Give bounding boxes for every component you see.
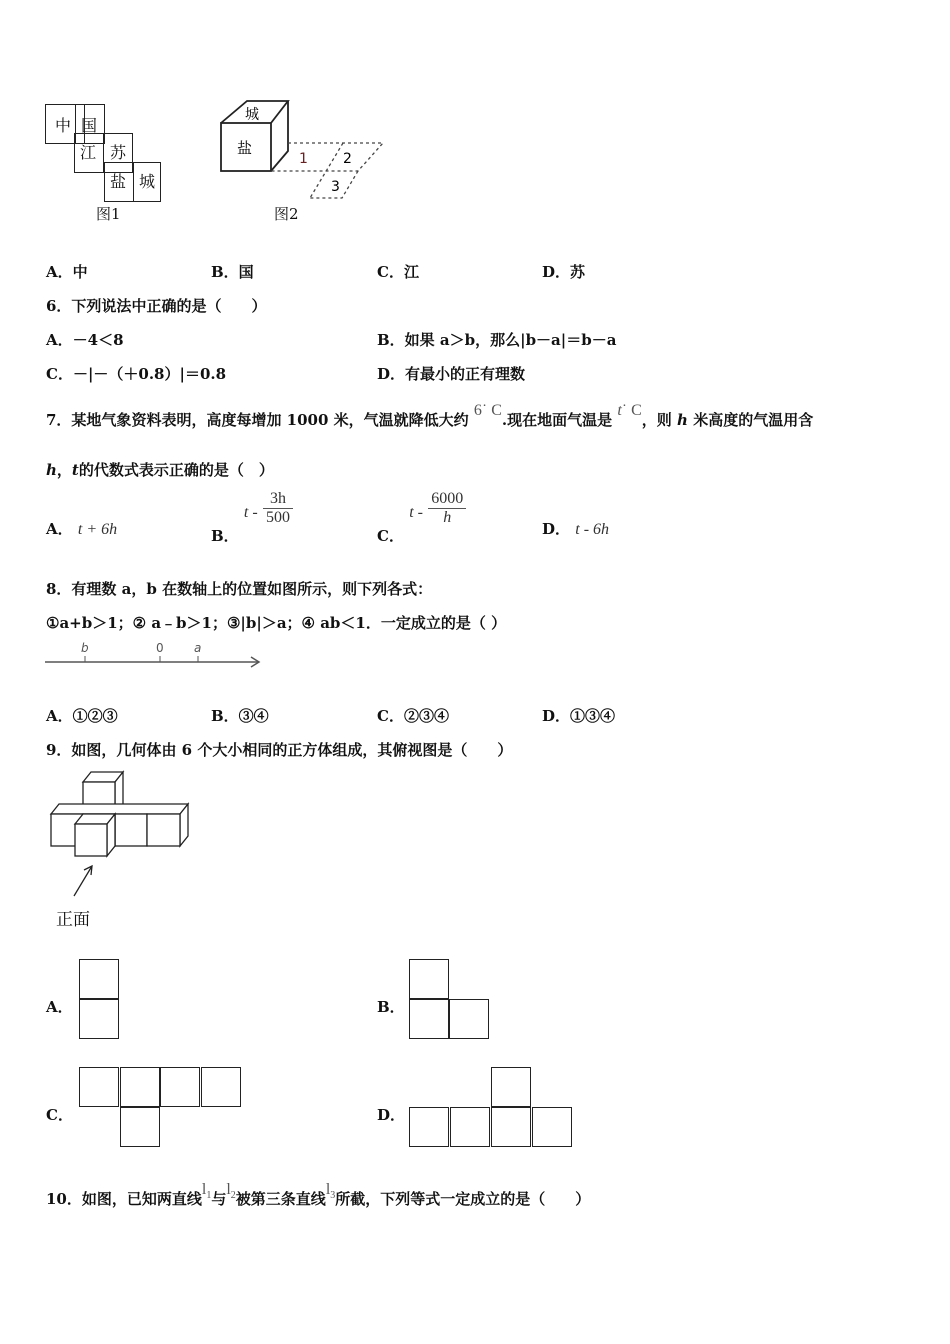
number-line — [45, 640, 265, 670]
axis-label-b: b — [81, 641, 89, 655]
stem-text: 与 — [211, 1190, 227, 1208]
line-l1 — [201, 1181, 212, 1202]
option-a[interactable]: A．中 — [46, 263, 88, 281]
net-cell: 中 — [55, 116, 72, 135]
region-label: 1 — [299, 151, 308, 167]
option-b[interactable]: B．国 — [211, 263, 254, 281]
option-b-label[interactable]: B． — [377, 998, 405, 1016]
option-expr: t - 6h — [575, 521, 610, 538]
option-d[interactable] — [542, 518, 609, 539]
option-d[interactable]: D．①③④ — [542, 707, 616, 725]
question-8-conditions: ①a+b＞1；② a﹣b＞1；③|b|＞a；④ ab＜1．一定成立的是（ ） — [46, 614, 507, 632]
temp-t: t˙ C — [617, 402, 642, 419]
option-c[interactable]: C．江 — [377, 263, 419, 281]
net-cell: 苏 — [110, 143, 127, 162]
temp-6: 6˙ C — [473, 402, 502, 419]
stem-text: 10．如图，已知两直线 — [46, 1190, 202, 1208]
line-symbol: l — [325, 1181, 331, 1198]
line-l3 — [325, 1181, 336, 1202]
option-d-label[interactable]: D． — [377, 1106, 406, 1124]
question-10-stem — [46, 1181, 591, 1211]
stem-text: ，则 — [641, 411, 672, 429]
option-a[interactable] — [46, 518, 117, 539]
option-b[interactable]: B．如果 a＞b，那么|b－a|＝b－a — [377, 331, 617, 349]
stem-text: 被第三条直线 — [235, 1190, 326, 1208]
option-b[interactable] — [211, 490, 293, 545]
option-d[interactable]: D．苏 — [542, 263, 586, 281]
net-cell: 江 — [80, 143, 97, 162]
question-6-stem: 6．下列说法中正确的是（ ） — [46, 297, 267, 315]
question-7-stem — [46, 402, 814, 430]
temp-value: 6 — [473, 402, 482, 419]
option-a[interactable]: A．①②③ — [46, 707, 118, 725]
var-h: h — [677, 411, 688, 429]
stem-text: 的代数式表示正确的是（ ） — [78, 461, 274, 479]
figure-2-caption: 图2 — [274, 205, 299, 223]
axis-label-a: a — [194, 641, 202, 655]
option-d[interactable]: D．有最小的正有理数 — [377, 365, 526, 383]
option-label: B． — [211, 526, 239, 545]
option-b[interactable]: B．③④ — [211, 707, 269, 725]
temp-unit: C — [631, 402, 642, 419]
line-subscript: 2 — [230, 1190, 236, 1202]
option-a-label[interactable]: A． — [46, 998, 73, 1016]
fraction — [263, 490, 293, 527]
line-l2 — [226, 1181, 236, 1202]
front-label: 正面 — [56, 910, 90, 930]
separator: ， — [56, 461, 72, 479]
option-c-label[interactable]: C． — [46, 1106, 73, 1124]
figure-1-caption: 图1 — [96, 205, 121, 223]
cube-top-label: 城 — [245, 107, 259, 123]
temp-unit: C — [491, 402, 502, 419]
option-prefix: t - — [243, 503, 258, 521]
option-expr: t + 6h — [77, 521, 118, 538]
region-label: 3 — [331, 179, 340, 195]
line-symbol: l — [226, 1181, 231, 1198]
stem-text: .现在地面气温是 — [501, 411, 613, 429]
stem-text: 7．某地气象资料表明，高度每增加 1000 米，气温就降低大约 — [46, 411, 469, 429]
denominator: 500 — [265, 509, 290, 526]
net-cell: 城 — [139, 172, 156, 191]
option-c[interactable]: C．－|－（＋0.8）|＝0.8 — [46, 365, 227, 383]
region-label: 2 — [343, 151, 352, 167]
axis-label-0: 0 — [156, 641, 164, 655]
fraction — [428, 490, 466, 527]
figure-2-cube — [215, 95, 415, 215]
option-c[interactable] — [377, 490, 466, 545]
temp-var: t — [617, 402, 622, 419]
question-8-stem: 8．有理数 a，b 在数轴上的位置如图所示，则下列各式： — [46, 580, 433, 598]
option-c[interactable]: C．②③④ — [377, 707, 449, 725]
question-9-stem: 9．如图，几何体由 6 个大小相同的正方体组成，其俯视图是（ ） — [46, 741, 513, 759]
question-7-stem-line2 — [46, 459, 274, 480]
option-label: C． — [377, 526, 404, 545]
net-cell: 国 — [81, 116, 98, 135]
var-h: h — [46, 461, 57, 479]
line-symbol: l — [201, 1181, 207, 1198]
option-a[interactable]: A．－4＜8 — [46, 331, 124, 349]
stem-text: 所截，下列等式一定成立的是（ ） — [335, 1190, 591, 1208]
numerator: 6000 — [428, 490, 466, 509]
option-label: A． — [46, 520, 73, 538]
line-subscript: 1 — [206, 1190, 212, 1202]
option-label: D． — [542, 520, 571, 538]
net-cell: 盐 — [110, 172, 127, 191]
var-t: t — [71, 461, 79, 479]
option-prefix: t - — [409, 503, 423, 521]
cube-front-label: 盐 — [237, 139, 253, 157]
denominator: h — [443, 509, 452, 526]
stem-text: 米高度的气温用含 — [693, 411, 814, 429]
numerator: 3h — [263, 490, 293, 509]
line-subscript: 3 — [330, 1190, 336, 1202]
